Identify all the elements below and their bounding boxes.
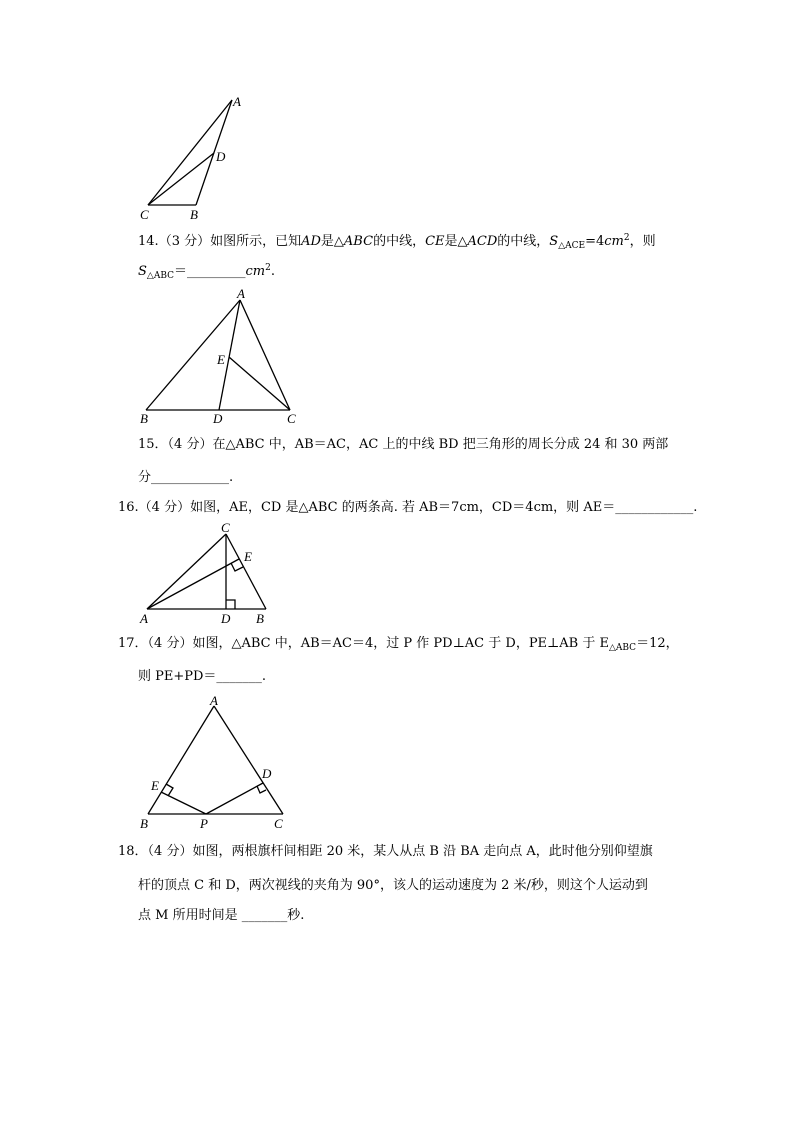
q16-line1: 16.（4 分）如图，AE，CD 是△ABC 的两条高. 若 AB＝7cm，CD＝4cm，则 AE＝____________. — [118, 500, 698, 515]
q16-label-c: C — [221, 520, 230, 535]
q14-end: . — [270, 264, 275, 279]
q17-right-angle-e — [166, 784, 173, 796]
q17-text-end: ＝12， — [636, 636, 679, 651]
q14-eq2: ＝ — [174, 264, 188, 279]
q16-label-d: D — [221, 611, 231, 626]
q17-label-d: D — [262, 766, 272, 781]
q17-text: 17．（4 分）如图，△ABC 中，AB＝AC＝4，过 P 作 PD⊥AC 于 D，PE⊥AB 于 E — [118, 636, 609, 651]
q18-line1: 18．（4 分）如图，两根旗杆间相距 20 米，某人从点 B 沿 BA 走向点 A，此时他分别仰望旗 — [118, 844, 653, 859]
q16-label-b: B — [256, 611, 264, 626]
q14-s-abc-sub: △ABC — [146, 271, 174, 281]
q17-label-c: C — [274, 816, 283, 831]
q17-label-p: P — [200, 816, 208, 831]
q14-acd: ACD — [467, 234, 498, 249]
q17-side-ba — [148, 706, 214, 814]
q14-label-e: E — [217, 352, 225, 367]
q14-label-c: C — [287, 411, 296, 426]
q14-text: 是△ — [320, 234, 344, 249]
q15-line1: 15．（4 分）在△ABC 中，AB＝AC，AC 上的中线 BD 把三角形的周长分成 24 和 30 两部 — [138, 437, 669, 452]
q14-s-abc: S — [138, 264, 147, 279]
q17-label-b: B — [140, 816, 148, 831]
q16-label-a: A — [140, 611, 148, 626]
q14-unit2-sq: 2 — [265, 263, 271, 273]
q17-right-angle-d — [257, 786, 266, 793]
q14-ce: CE — [425, 234, 445, 249]
q14-unit2: cm — [245, 264, 266, 279]
q14-unit: cm — [604, 234, 624, 249]
q13-label-b: B — [190, 207, 198, 222]
q14-score: （3 分） — [158, 234, 211, 249]
q14-text: 的中线， — [373, 234, 426, 249]
q14-s-ace-sub: △ACE — [558, 241, 586, 251]
q14-abc: ABC — [343, 234, 374, 249]
q17-label-a: A — [210, 693, 218, 708]
q17-label-e: E — [151, 778, 159, 793]
q16-label-e: E — [244, 549, 252, 564]
q13-label-c: C — [140, 207, 149, 222]
q15-line2: 分____________. — [138, 470, 234, 485]
q14-s-ace: S — [549, 234, 559, 249]
q17-line2: 则 PE+PD＝_______. — [138, 669, 267, 684]
q13-label-d: D — [216, 149, 226, 164]
q14-label-b: B — [140, 411, 148, 426]
q14-ad: AD — [301, 234, 321, 249]
q14-eq: =4 — [585, 234, 605, 249]
q14-text: 的中线， — [497, 234, 550, 249]
q14-unit-sq: 2 — [623, 233, 630, 243]
q17-side-ac — [214, 706, 283, 814]
q14-label-d: D — [213, 411, 223, 426]
q14-text: 是△ — [444, 234, 468, 249]
q13-label-a: A — [233, 94, 241, 109]
q14-answer-blank: _________ — [187, 264, 246, 279]
q14-number: 14. — [138, 234, 159, 249]
q18-line3: 点 M 所用时间是 _______秒. — [138, 908, 305, 923]
q18-line2: 杆的顶点 C 和 D，两次视线的夹角为 90°，该人的运动速度为 2 米/秒，则这个人运动到 — [138, 878, 648, 893]
q14-label-a: A — [237, 286, 245, 301]
q14-then: ，则 — [629, 234, 656, 249]
q17-sub: △ABC — [608, 643, 637, 653]
q14-text: 如图所示，已知 — [210, 234, 302, 249]
q17-segment-pd — [206, 783, 263, 814]
